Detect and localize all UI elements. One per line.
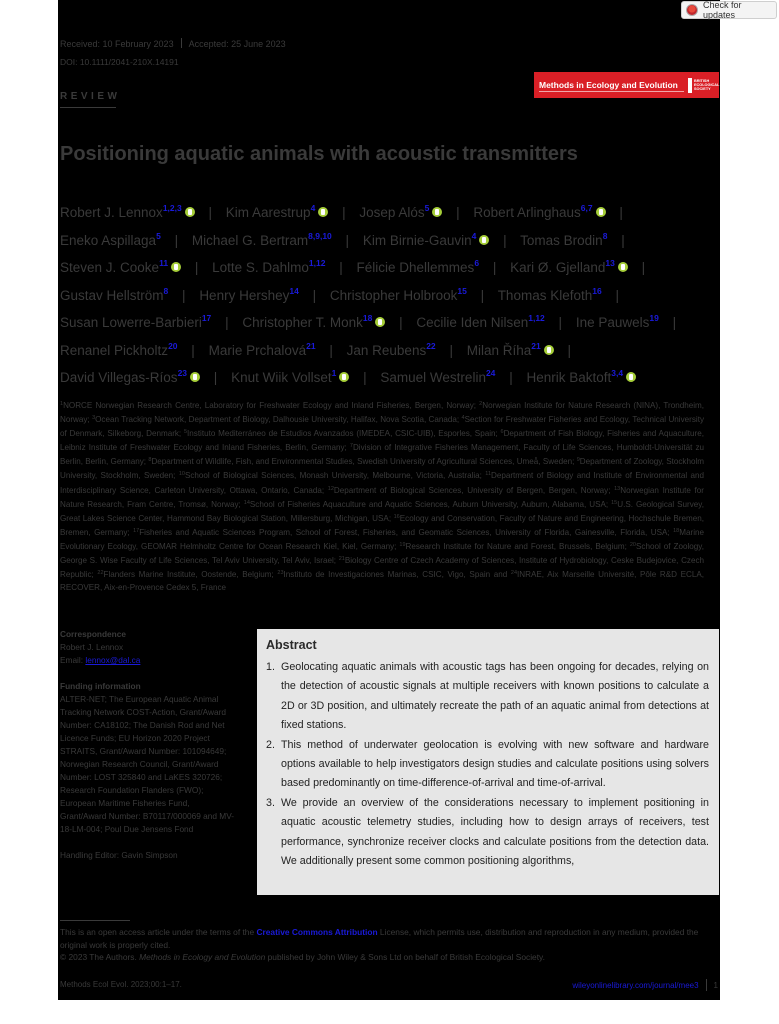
- author-affiliation-marker: 1: [331, 368, 337, 378]
- affiliation-number: 5: [183, 429, 188, 436]
- author-separator: |: [213, 370, 218, 385]
- author[interactable]: [60, 340, 178, 358]
- affiliation-text: Norwegian Institute for Nature Research (NINA), Trondheim, Norway;: [60, 401, 704, 425]
- author-name: Jan Reubens: [346, 342, 427, 358]
- citation-footer: Methods Ecol Evol. 2023;00:1–17.: [60, 980, 182, 989]
- author[interactable]: [242, 315, 385, 330]
- author-affiliation-marker: 24: [485, 368, 496, 378]
- license-divider: [60, 920, 130, 921]
- author-name: Christopher Holbrook: [329, 287, 458, 303]
- affiliation-number: 16: [393, 513, 400, 520]
- author-name: Josep Alós: [359, 205, 425, 220]
- author-name: Henry Hershey: [199, 287, 290, 303]
- affiliation-text: Norwegian Institute for Nature Research, Fram Centre, Tromsø, Norway;: [60, 485, 704, 509]
- author-affiliation-marker: 14: [289, 285, 299, 296]
- author-separator: |: [672, 315, 677, 330]
- author-separator: |: [456, 205, 460, 220]
- author-affiliation-marker: 6: [474, 258, 480, 268]
- author-name: Gustav Hellström: [60, 287, 164, 303]
- affiliation-number: 13: [614, 485, 621, 492]
- author-name: Knut Wiik Vollset: [231, 370, 332, 385]
- author[interactable]: [359, 205, 442, 220]
- author-name: Michael G. Bertram: [191, 232, 309, 248]
- affiliation-text: School of Biological Sciences, Monash University, Melbourne, Victoria, Australia;: [184, 471, 486, 481]
- affiliation-text: School of Fisheries Aquaculture and Aquatic Sciences, Auburn University, Auburn, Alabama, USA;: [249, 499, 612, 509]
- orcid-icon[interactable]: [185, 207, 195, 217]
- affiliation-number: 14: [243, 499, 250, 506]
- orcid-icon[interactable]: [618, 262, 628, 272]
- journal-logo-rule: [539, 91, 684, 92]
- author-separator: |: [191, 342, 195, 358]
- author-name: Christopher T. Monk: [242, 315, 363, 330]
- affiliations: [60, 398, 704, 594]
- author[interactable]: [60, 285, 169, 303]
- author-affiliation-marker: 3,4: [611, 368, 624, 378]
- author-affiliation-marker: 1,12: [528, 313, 545, 323]
- author-affiliation-marker: 16: [592, 285, 602, 296]
- affiliation-number: 15: [611, 499, 618, 506]
- author-separator: |: [363, 370, 367, 385]
- affiliation-text: Biology Centre of Czech Academy of Sciences, Institute of Hydrobiology, Ceske Budejovice, Czech Republic;: [60, 556, 705, 580]
- author-separator: |: [558, 315, 563, 330]
- author[interactable]: [60, 370, 200, 385]
- author[interactable]: [191, 230, 332, 248]
- journal-logo[interactable]: [534, 72, 719, 98]
- author[interactable]: [473, 205, 605, 220]
- check-updates-label: Check for updates: [703, 0, 742, 20]
- correspondence-heading: Correspondence: [60, 629, 126, 639]
- orcid-icon[interactable]: [375, 317, 385, 327]
- footer-right: [572, 979, 718, 991]
- funding-heading: Funding information: [60, 681, 141, 691]
- affiliation-text: Department of Zoology, Stockholm University, Stockholm, Sweden;: [60, 457, 704, 481]
- affiliation-number: 23: [277, 570, 284, 577]
- author-separator: |: [641, 260, 646, 275]
- author-separator: |: [312, 287, 317, 303]
- author-affiliation-marker: 4: [310, 203, 316, 213]
- orcid-icon[interactable]: [596, 207, 606, 217]
- author-affiliation-marker: 1,2,3: [162, 203, 182, 213]
- author-name: Robert J. Lennox: [60, 205, 163, 220]
- license-notice: This is an open access article under the terms of the Creative Commons Attribution License, which permits use, distribution and reproduction in any medium, provided the original work is properly cited. © 2023 The Authors. Methods in Ecology and Evolution published by John Wiley & Sons Ltd on behalf of British Ecological Society.: [60, 927, 699, 963]
- author[interactable]: [576, 315, 659, 330]
- affiliation-text: Ocean Tracking Network, Department of Biology, Dalhousie University, Halifax, Nova Scotia, Canada;: [95, 415, 462, 425]
- affiliation-text: Section for Freshwater Fisheries and Ecology, Technical University of Denmark, Silkeborg, Denmark;: [60, 415, 704, 439]
- affiliation-text: Department of Biology and Institute of Environmental and Interdisciplinary Science, Carleton University, Ottawa, Ontario, Canada;: [60, 471, 704, 495]
- affiliation-number: 2: [479, 401, 483, 407]
- author-name: Tomas Brodin: [520, 232, 603, 248]
- abstract-item: 3. We provide an overview of the considerations necessary to implement positioning in aquatic acoustic telemetry studies, including how to design arrays of receivers, test performance, synchronize receiver clocks and calculate positions from the detection data. We additionally present some common positioning algorithms,: [266, 796, 709, 868]
- author-separator: |: [621, 232, 625, 248]
- author[interactable]: [520, 230, 608, 248]
- affiliation-number: 7: [349, 443, 353, 450]
- author-separator: |: [480, 287, 485, 303]
- author[interactable]: [510, 260, 628, 275]
- author-affiliation-marker: 23: [177, 368, 188, 378]
- affiliation-number: 10: [178, 471, 185, 478]
- accepted-date: Accepted: 25 June 2023: [188, 39, 286, 49]
- author[interactable]: [329, 285, 467, 303]
- author-name: David Villegas-Ríos: [60, 370, 178, 385]
- author-affiliation-marker: 11: [159, 258, 169, 268]
- affiliation-number: 21: [338, 556, 345, 563]
- section-label: REVIEW: [60, 91, 121, 102]
- affiliation-number: 9: [576, 457, 580, 464]
- section-underline: [60, 107, 116, 108]
- author[interactable]: [60, 315, 211, 330]
- author[interactable]: [357, 260, 480, 275]
- author[interactable]: [226, 205, 329, 220]
- author-affiliation-marker: 22: [426, 340, 436, 351]
- article-title: Positioning aquatic animals with acoustic transmitters: [60, 143, 578, 165]
- author-name: Kim Aarestrup: [225, 205, 311, 220]
- author-affiliation-marker: 20: [168, 340, 178, 351]
- affiliation-text: Research Institute for Nature and Forest, Brussels, Belgium;: [405, 541, 630, 551]
- author-affiliation-marker: 6,7: [580, 203, 593, 213]
- handling-editor: Handling Editor: Gavin Simpson: [60, 850, 178, 860]
- affiliation-text: Ecology and Conservation, Faculty of Nature and Engineering, Hochschule Bremen, Bremen, Germany;: [60, 513, 704, 537]
- author-affiliation-marker: 17: [201, 313, 212, 323]
- author[interactable]: [60, 205, 195, 220]
- author-separator: |: [492, 260, 497, 275]
- author-name: Kim Birnie-Gauvin: [362, 232, 472, 248]
- affiliation-text: INRAE, Aix Marseille Université, Pôle R&D ECLA, RECOVER, Aix-en-Provence Cedex 5, France: [60, 570, 704, 593]
- author-separator: |: [615, 287, 619, 303]
- author[interactable]: [231, 370, 349, 385]
- author[interactable]: [60, 260, 181, 275]
- author[interactable]: [199, 285, 299, 303]
- author-name: Lotte S. Dahlmo: [212, 260, 309, 275]
- abstract-box: [257, 629, 719, 895]
- author-list: [60, 197, 705, 390]
- affiliation-number: 19: [399, 541, 406, 548]
- author-affiliation-marker: 8: [602, 230, 608, 241]
- author-separator: |: [194, 260, 199, 275]
- author-affiliation-marker: 19: [649, 313, 659, 323]
- author-affiliation-marker: 15: [457, 285, 467, 296]
- author[interactable]: [346, 340, 436, 358]
- affiliation-number: 1: [60, 401, 64, 407]
- correspondence-name: Robert J. Lennox: [60, 642, 124, 652]
- author-name: Susan Lowerre-Barbieri: [60, 315, 202, 330]
- author[interactable]: [466, 340, 554, 358]
- affiliation-number: 20: [629, 541, 636, 548]
- author-name: Steven J. Cooke: [60, 260, 160, 275]
- article-info-sidebar: [60, 628, 240, 862]
- affiliation-number: 4: [461, 415, 465, 422]
- author-affiliation-marker: 8: [163, 285, 169, 296]
- orcid-icon[interactable]: [432, 207, 442, 217]
- funding-text: ALTER-NET; The European Aquatic Animal Tracking Network COST-Action, Grant/Award Number: CA18102; The Danish Rod and Net Licence Funds; EU Horizon 2020 Project STRAITS, Grant/Award Number: 101094649; Norwegian Research Council, Grant/Award Number: LOST 325840 and LaKES 320726; Research Foundation Flanders (FWO); European Maritime Fisheries Fund, Grant/Award Number: B70117/000069 and MV-18-LM-004; Poul Due Jensens Fond: [60, 694, 235, 834]
- author-name: Cecilie Iden Nilsen: [416, 315, 529, 330]
- abstract-title: Abstract: [266, 638, 317, 652]
- affiliation-text: Marine Evolutionary Ecology, GEOMAR Helmholtz Centre for Ocean Research Kiel, Kiel, Germany;: [60, 527, 704, 551]
- affiliation-text: Department of Biological Sciences, University of Bergen, Bergen, Norway;: [333, 485, 615, 495]
- author[interactable]: [212, 260, 325, 275]
- author-separator: |: [345, 232, 350, 248]
- affiliation-text: U.S. Geological Survey, Great Lakes Science Center, Hammond Bay Biological Station, Millersburg, Michigan, USA;: [60, 499, 704, 523]
- affiliation-number: 8: [148, 457, 152, 464]
- affiliation-text: Department of Fish Biology, Fisheries and Aquaculture, Leibniz Institute of Freshwater Ecology and Inland Fisheries, Berlin, Germany;: [60, 429, 704, 453]
- author-name: Thomas Klefoth: [497, 287, 593, 303]
- affiliation-number: 22: [97, 570, 104, 577]
- abstract-item: 2. This method of underwater geolocation is evolving with new software and hardware options available to help investigators design studies and calculate positions using solvers based predominantly on time-difference-of-arrival and time-of-arrival.: [266, 738, 709, 790]
- author-separator: |: [503, 232, 507, 248]
- journal-url-link[interactable]: wileyonlinelibrary.com/journal/mee3: [572, 980, 699, 990]
- author-name: Henrik Baktoft: [526, 370, 612, 385]
- author-name: Samuel Westrelin: [380, 370, 486, 385]
- author-affiliation-marker: 5: [156, 230, 161, 241]
- affiliation-number: 3: [92, 415, 96, 422]
- author-separator: |: [399, 315, 403, 330]
- affiliation-text: Fisheries and Aquatic Sciences Program, School of Forest, Fisheries, and Geomatic Sciences, University of Florida, Gainesville, Florida, USA;: [139, 527, 674, 537]
- author-name: Marie Prchalová: [208, 342, 307, 358]
- author-name: Robert Arlinghaus: [473, 205, 581, 220]
- affiliation-number: 24: [510, 570, 518, 577]
- orcid-icon[interactable]: [171, 262, 181, 272]
- orcid-icon[interactable]: [544, 345, 554, 355]
- article-page: [58, 0, 720, 1000]
- affiliation-text: Flanders Marine Institute, Oostende, Belgium;: [103, 570, 278, 580]
- bes-mark-icon: [688, 78, 692, 93]
- author-affiliation-marker: 18: [362, 313, 373, 323]
- author[interactable]: [208, 340, 316, 358]
- affiliation-text: School of Zoology, George S. Wise Faculty of Life Sciences, Tel Aviv University, Tel Aviv, Israel;: [60, 541, 704, 566]
- affiliation-text: Division of Integrative Fisheries Management, Faculty of Life Sciences, Humboldt-Universität zu Berlin, Berlin, Germany;: [60, 443, 704, 467]
- author[interactable]: [60, 230, 161, 248]
- author-affiliation-marker: 13: [605, 258, 615, 268]
- affiliation-text: Instituto Mediterráneo de Estudios Avanzados (IMEDEA, CSIC-UIB), Esporles, Spain;: [187, 429, 501, 439]
- crossmark-icon: [686, 4, 698, 16]
- orcid-icon[interactable]: [479, 235, 489, 245]
- author-separator: |: [567, 342, 571, 358]
- author-affiliation-marker: 8,9,10: [308, 230, 332, 241]
- author-separator: |: [339, 260, 343, 275]
- orcid-icon[interactable]: [339, 372, 349, 382]
- author-affiliation-marker: 5: [424, 203, 430, 213]
- author[interactable]: [362, 230, 490, 248]
- author-name: Eneko Aspillaga: [60, 232, 157, 248]
- author-affiliation-marker: 21: [531, 340, 541, 351]
- affiliation-number: 6: [500, 429, 504, 436]
- author-name: Félicie Dhellemmes: [356, 260, 475, 275]
- correspondence-email: Email: lennox@dal.ca: [60, 655, 141, 665]
- author-separator: |: [225, 315, 229, 330]
- affiliation-number: 12: [327, 485, 334, 492]
- affiliation-number: 18: [673, 527, 680, 534]
- author-affiliation-marker: 1,12: [308, 258, 326, 268]
- author-separator: |: [208, 205, 212, 220]
- affiliation-text: Department of Wildlife, Fish, and Environmental Studies, Swedish University of Agricultural Sciences, Umeå, Sweden;: [151, 457, 577, 467]
- author-name: Milan Říha: [466, 342, 532, 358]
- author-affiliation-marker: 4: [471, 230, 477, 241]
- meta-divider: [181, 38, 182, 48]
- author-separator: |: [509, 370, 513, 385]
- author-separator: |: [342, 205, 346, 220]
- affiliation-text: Instituto de Investigaciones Marinas, CSIC, Vigo, Spain and: [283, 570, 511, 580]
- check-for-updates-button[interactable]: [681, 1, 777, 19]
- doi[interactable]: DOI: 10.1111/2041-210X.14191: [60, 57, 179, 67]
- affiliation-number: 11: [485, 471, 492, 478]
- author-affiliation-marker: 21: [306, 340, 316, 351]
- author-separator: |: [182, 287, 186, 303]
- abstract-list: [266, 658, 709, 871]
- bes-logo: [688, 75, 720, 95]
- author[interactable]: [526, 370, 636, 385]
- affiliation-text: NORCE Norwegian Research Centre, Laboratory for Freshwater Ecology and Inland Fisheries, Bergen, Norway;: [63, 401, 480, 410]
- received-date: Received: 10 February 2023: [60, 39, 174, 49]
- received-accepted-dates: [60, 38, 286, 49]
- author[interactable]: [416, 315, 544, 330]
- author[interactable]: [380, 370, 495, 385]
- orcid-icon[interactable]: [626, 372, 636, 382]
- author-separator: |: [174, 232, 179, 248]
- footer-divider: [706, 979, 707, 991]
- email-link[interactable]: lennox@dal.ca: [85, 655, 141, 665]
- journal-name: Methods in Ecology and Evolution: [539, 80, 678, 90]
- orcid-icon[interactable]: [318, 207, 328, 217]
- affiliation-number: 17: [133, 527, 140, 534]
- cc-license-link[interactable]: Creative Commons Attribution: [256, 927, 378, 937]
- author-separator: |: [619, 205, 623, 220]
- author-name: Renanel Pickholtz: [60, 342, 169, 358]
- author-name: Ine Pauwels: [575, 315, 650, 330]
- author-separator: |: [449, 342, 453, 358]
- author-separator: |: [329, 342, 333, 358]
- orcid-icon[interactable]: [190, 372, 200, 382]
- bes-text: BRITISH ECOLOGICAL SOCIETY: [694, 79, 720, 91]
- author-name: Kari Ø. Gjelland: [510, 260, 606, 275]
- abstract-item: 1. Geolocating aquatic animals with acoustic tags has been ongoing for decades, relying on the detection of acoustic signals at multiple receivers with known positions to calculate a 2D or 3D position, and ultimately recreate the path of an aquatic animal from detections at fixed stations.: [266, 661, 709, 732]
- page-number: 1: [713, 980, 718, 990]
- author[interactable]: [497, 285, 602, 303]
